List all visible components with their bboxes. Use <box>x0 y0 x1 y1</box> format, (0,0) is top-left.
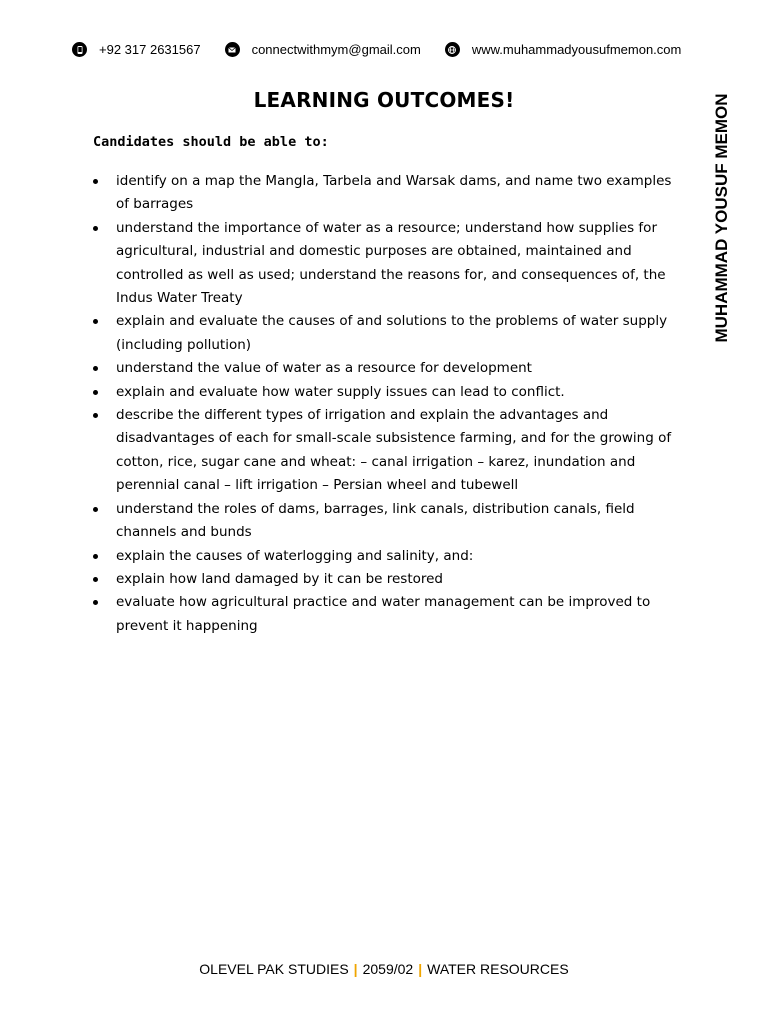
outcome-text: explain how land damaged by it can be restored <box>116 570 444 587</box>
outcome-text: identify on a map the Mangla, Tarbela and Warsak dams, and name two examples of barrages <box>116 173 672 213</box>
bullet-icon <box>93 413 98 418</box>
footer-topic: WATER RESOURCES <box>427 961 569 977</box>
footer-subject: OLEVEL PAK STUDIES <box>199 961 349 977</box>
page-title: LEARNING OUTCOMES! <box>253 88 515 112</box>
bullet-icon <box>93 390 98 395</box>
bullet-icon <box>93 226 98 231</box>
outcome-item <box>93 217 683 311</box>
outcome-item <box>93 545 683 568</box>
email-address[interactable]: connectwithmym@gmail.com <box>251 42 421 57</box>
outcome-text: understand the roles of dams, barrages, link canals, distribution canals, field channels and bunds <box>116 500 635 541</box>
outcome-text: evaluate how agricultural practice and water management can be improved to prevent it happening <box>116 594 651 634</box>
email-icon <box>225 42 240 57</box>
bullet-icon <box>93 179 98 184</box>
outcomes-list <box>93 170 683 638</box>
outcome-item <box>93 170 683 217</box>
website-url[interactable]: www.muhammadyousufmemon.com <box>471 42 682 57</box>
outcome-text: understand the importance of water as a resource; understand how supplies for agricultural, industrial and domestic purposes are obtained, maintained and controlled as well as used; understand the reasons for, and consequences of, the Indus Water Treaty <box>116 219 666 307</box>
phone-number[interactable]: +92 317 2631567 <box>99 42 201 57</box>
outcome-text: explain the causes of waterlogging and salinity, and: <box>116 547 474 564</box>
bullet-icon <box>93 554 98 559</box>
intro-text: Candidates should be able to: <box>93 134 329 150</box>
bullet-icon <box>93 577 98 582</box>
outcome-text: describe the different types of irrigation and explain the advantages and disadvantages of each for small-scale subsistence farming, and for the growing of cotton, rice, sugar cane and wheat: – canal irrigation – karez, inundation and perennial canal – lift irrigation – Persian wheel and tubewell <box>116 407 672 494</box>
outcome-text: explain and evaluate how water supply issues can lead to conflict. <box>116 383 565 400</box>
contact-bar <box>72 42 705 57</box>
email-contact <box>225 42 421 57</box>
outcome-text: understand the value of water as a resource for development <box>116 360 532 377</box>
bullet-icon <box>93 366 98 371</box>
footer-code: 2059/02 <box>362 961 414 977</box>
outcome-item <box>93 591 683 638</box>
footer-separator: | <box>353 961 358 977</box>
footer-separator: | <box>418 961 423 977</box>
outcome-item <box>93 498 683 545</box>
outcome-item <box>93 310 683 357</box>
outcome-item <box>93 357 683 380</box>
bullet-icon <box>93 600 98 605</box>
outcome-item <box>93 568 683 591</box>
phone-contact <box>72 42 201 57</box>
phone-icon <box>72 42 87 57</box>
website-contact <box>445 42 682 57</box>
footer <box>0 961 768 977</box>
bullet-icon <box>93 319 98 324</box>
outcome-item <box>93 404 683 498</box>
globe-icon <box>445 42 460 57</box>
author-side-label: MUHAMMAD YOUSUF MEMON <box>712 93 731 343</box>
bullet-icon <box>93 507 98 512</box>
outcome-text: explain and evaluate the causes of and solutions to the problems of water supply (including pollution) <box>116 313 668 353</box>
outcome-item <box>93 381 683 404</box>
